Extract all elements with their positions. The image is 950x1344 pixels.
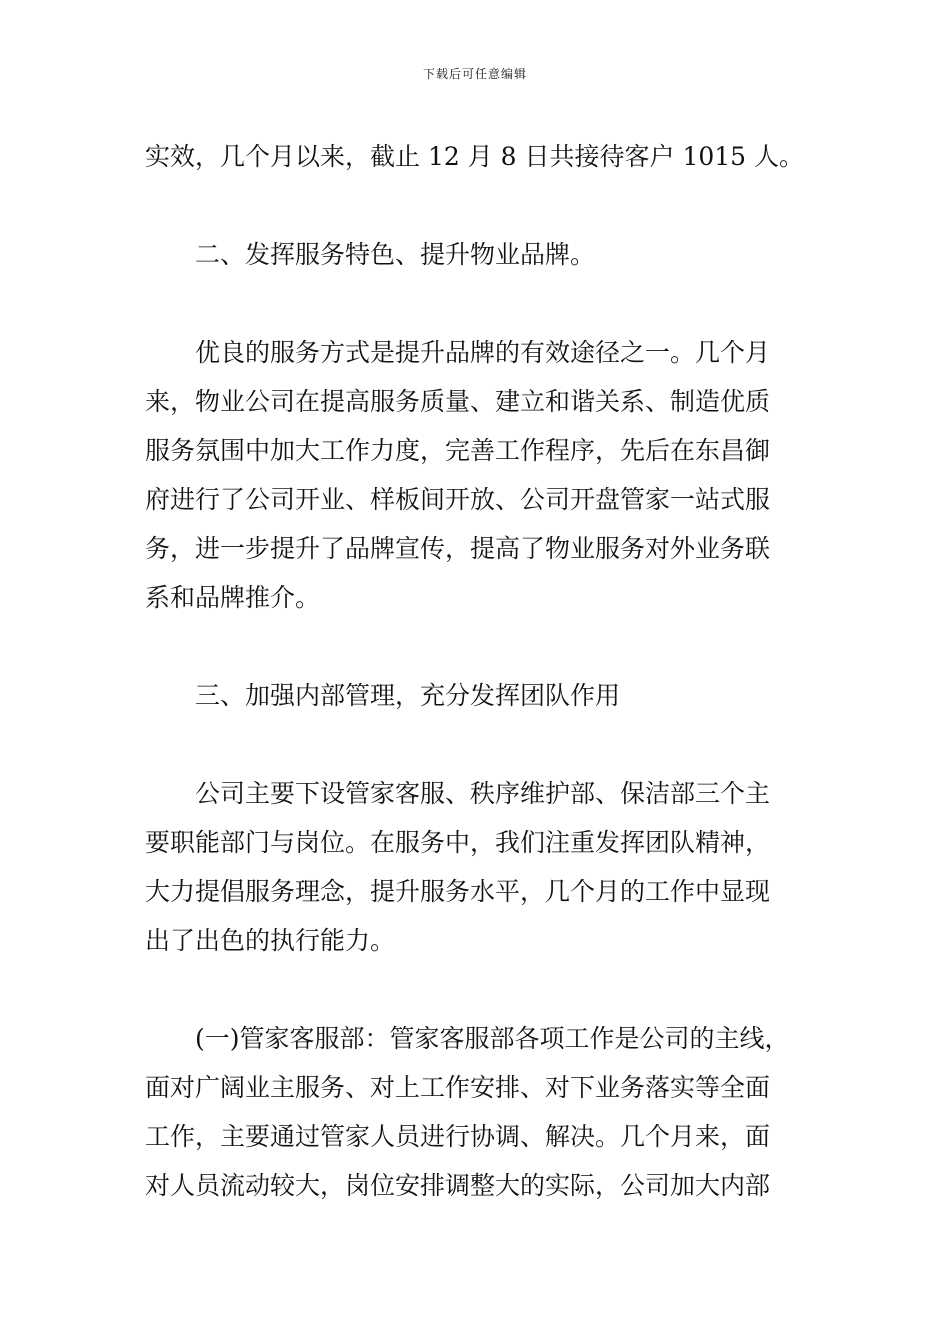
text-line: 公司主要下设管家客服、秩序维护部、保洁部三个主 — [195, 779, 771, 808]
text-line: 系和品牌推介。 — [145, 583, 321, 612]
text-line: 要职能部门与岗位。在服务中，我们注重发挥团队精神， — [145, 828, 771, 857]
text-line: 优良的服务方式是提升品牌的有效途径之一。几个月 — [195, 338, 771, 367]
text-line: 对人员流动较大，岗位安排调整大的实际，公司加大内部 — [145, 1171, 771, 1200]
text-line: 工作，主要通过管家人员进行协调、解决。几个月来，面 — [145, 1122, 771, 1151]
section-heading: 二、发挥服务特色、提升物业品牌。 — [195, 240, 596, 269]
text-line: (一)管家客服部：管家客服部各项工作是公司的主线， — [195, 1024, 790, 1053]
text-line: 务，进一步提升了品牌宣传，提高了物业服务对外业务联 — [145, 534, 771, 563]
text-line: 大力提倡服务理念，提升服务水平，几个月的工作中显现 — [145, 877, 771, 906]
text-line: 府进行了公司开业、样板间开放、公司开盘管家一站式服 — [145, 485, 771, 514]
text-line: 面对广阔业主服务、对上工作安排、对下业务落实等全面 — [145, 1073, 771, 1102]
page-header-note: 下载后可任意编辑 — [422, 67, 527, 81]
text-line: 来，物业公司在提高服务质量、建立和谐关系、制造优质 — [145, 387, 771, 416]
text-line: 出了出色的执行能力。 — [145, 926, 396, 955]
text-line: 服务氛围中加大工作力度，完善工作程序，先后在东昌御 — [145, 436, 771, 465]
document-body — [145, 132, 815, 1210]
section-heading: 三、加强内部管理，充分发挥团队作用 — [195, 681, 621, 710]
text-line: 实效，几个月以来，截止 12 月 8 日共接待客户 1015 人。 — [145, 142, 805, 171]
